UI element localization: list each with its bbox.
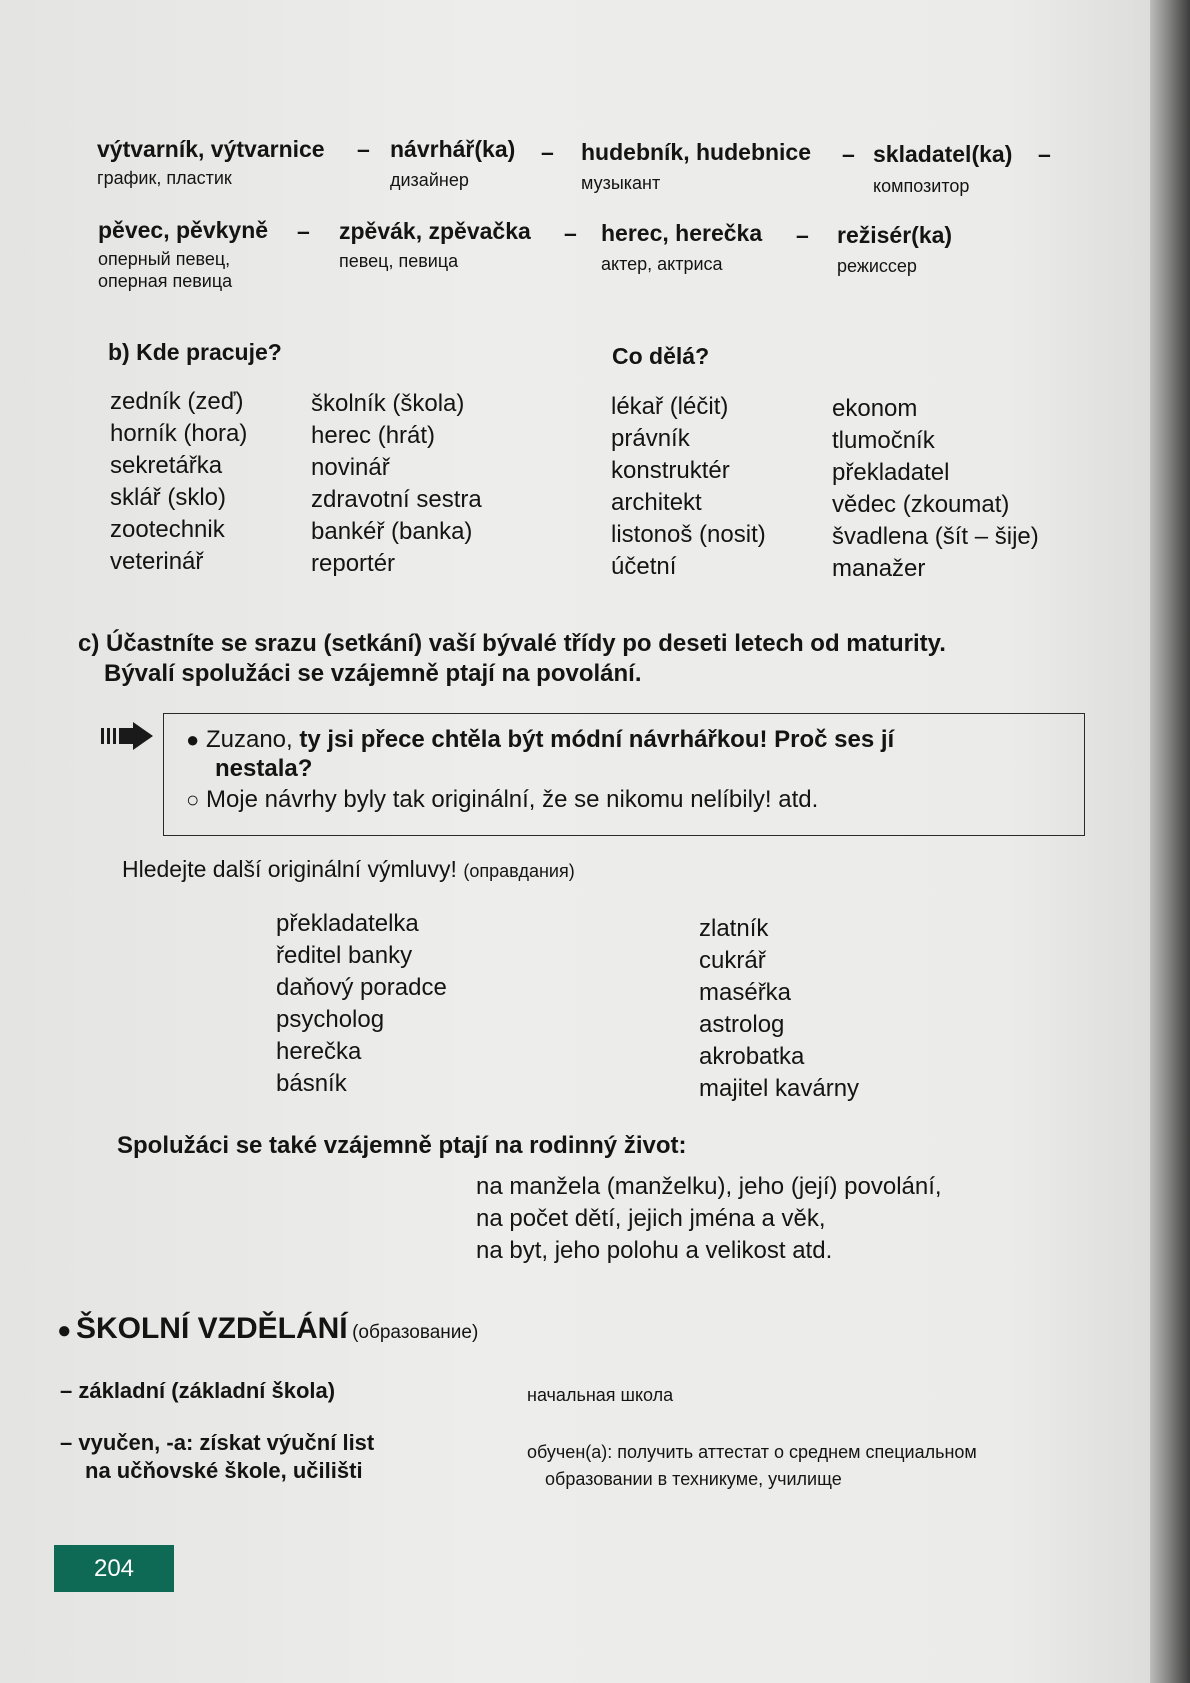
hollow-bullet-icon: ○ [186,787,200,812]
section-c-subtitle: Bývalí spolužáci se vzájemně ptají na povolání. [104,660,642,687]
profession-translation: музыкант [581,173,661,193]
list-item: psycholog [276,1006,385,1033]
list-item: překladatel [832,459,950,486]
excuses-list-right [699,913,859,1105]
list-item: akrobatka [699,1043,805,1070]
dialog-question [186,726,894,754]
list-item: ředitel banky [276,942,413,969]
list-item: účetní [611,553,677,580]
dialog-answer [186,786,818,814]
list-item: majitel kavárny [699,1075,860,1102]
school-section-heading [57,1312,478,1346]
school-item-basic-translation: начальная школа [527,1385,674,1405]
list-item: ekonom [832,395,918,422]
list-activities-col3 [611,391,766,583]
profession-translation: дизайнер [390,170,469,190]
list-item: školník (škola) [311,390,465,417]
list-item: maséřka [699,979,792,1006]
arrow-pointer-icon [101,722,153,750]
list-activities-col4 [832,393,1039,585]
excuses-prompt-text: Hledejte další originální výmluvy! [122,856,457,882]
dash: – [297,218,310,244]
profession-word: režisér(ka) [837,222,953,248]
list-item: architekt [611,489,702,516]
list-item: astrolog [699,1011,785,1038]
profession-translation: композитор [873,176,970,196]
list-item: sklář (sklo) [110,484,227,511]
profession-translation: график, пластик [97,168,232,188]
list-item: zlatník [699,915,769,942]
profession-word: výtvarník, výtvarnice [97,136,325,162]
profession-translation: оперный певец, оперная певица [98,249,233,291]
list-item: horník (hora) [110,420,248,447]
dialog-question-continued: nestala? [215,755,313,782]
dash: – [842,141,855,167]
profession-translation: певец, певица [339,251,459,271]
school-item-basic: – základní (základní škola) [60,1378,336,1403]
excuses-prompt-translation: (оправдания) [463,861,575,881]
page-number: 204 [93,1554,135,1582]
list-item: zdravotní sestra [311,486,482,513]
list-item: daňový poradce [276,974,447,1001]
school-item-vocational-translation: обучен(а): получить аттестат о среднем специальном [527,1442,977,1462]
dash: – [564,220,577,246]
list-item: sekretářka [110,452,223,479]
section-c-title: c) Účastníte se srazu (setkání) vaší bývalé třídy po deseti letech od maturity. [78,630,946,657]
school-section-title: ŠKOLNÍ VZDĚLÁNÍ [75,1312,348,1345]
dialog-question-text: ty jsi přece chtěla být módní návrhářkou! Proč ses jí [299,726,895,753]
profession-word: návrhář(ka) [390,136,516,162]
list-item: herečka [276,1038,362,1065]
list-item: zootechnik [110,516,225,543]
profession-translation: режиссер [837,256,917,276]
list-item: herec (hrát) [311,422,436,449]
list-item: manažer [832,555,926,582]
filled-bullet-icon: ● [57,1317,72,1344]
filled-bullet-icon: ● [186,727,200,752]
dash: – [1038,141,1051,167]
list-item: novinář [311,454,390,481]
book-spine-shadow [1150,0,1190,1683]
list-item: na manžela (manželku), jeho (její) povolání, [476,1173,942,1200]
dialog-answer-text: Moje návrhy byly tak originální, že se nikomu nelíbily! atd. [205,786,819,813]
list-workplaces-col1 [110,386,247,578]
list-item: cukrář [699,947,766,974]
dialog-question-address: Zuzano, [205,726,300,753]
school-item-vocational-translation-continued: образовании в техникуме, училище [545,1469,842,1489]
section-b-title: b) Kde pracuje? [108,339,282,365]
family-life-list [476,1171,942,1267]
school-item-vocational: – vyučen, -a: získat výuční list [60,1430,375,1455]
list-item: básník [276,1070,347,1097]
profession-word: pěvec, pěvkyně [98,217,269,243]
list-item: zedník (zeď) [110,388,244,415]
profession-translation: актер, актриса [601,254,723,274]
profession-word: zpěvák, zpěvačka [339,218,531,244]
school-section-translation: (образование) [352,1322,479,1343]
list-item: švadlena (šít – šije) [832,523,1039,550]
list-item: bankéř (banka) [311,518,473,545]
list-workplaces-col2 [311,388,482,580]
list-item: lékař (léčit) [611,393,729,420]
dash: – [541,139,554,165]
profession-word: skladatel(ka) [873,141,1013,167]
family-life-title: Spolužáci se také vzájemně ptají na rodinný život: [117,1132,687,1159]
list-item: reportér [311,550,396,577]
list-item: listonoš (nosit) [611,521,766,548]
list-item: na počet dětí, jejich jména a věk, [476,1205,826,1232]
excuses-prompt [122,856,575,883]
profession-word: herec, herečka [601,220,763,246]
list-item: právník [611,425,690,452]
list-item: veterinář [110,548,204,575]
page-number-badge [54,1545,174,1592]
list-item: vědec (zkoumat) [832,491,1010,518]
dialog-example-box [163,713,1085,836]
list-item: překladatelka [276,910,419,937]
section-b-title2: Co dělá? [612,343,710,369]
excuses-list-left [276,908,447,1100]
school-item-vocational-continued: na učňovské škole, učilišti [85,1458,363,1483]
list-item: na byt, jeho polohu a velikost atd. [476,1237,833,1264]
dash: – [357,136,370,162]
list-item: konstruktér [611,457,730,484]
dash: – [796,222,809,248]
profession-word: hudebník, hudebnice [581,139,812,165]
list-item: tlumočník [832,427,935,454]
